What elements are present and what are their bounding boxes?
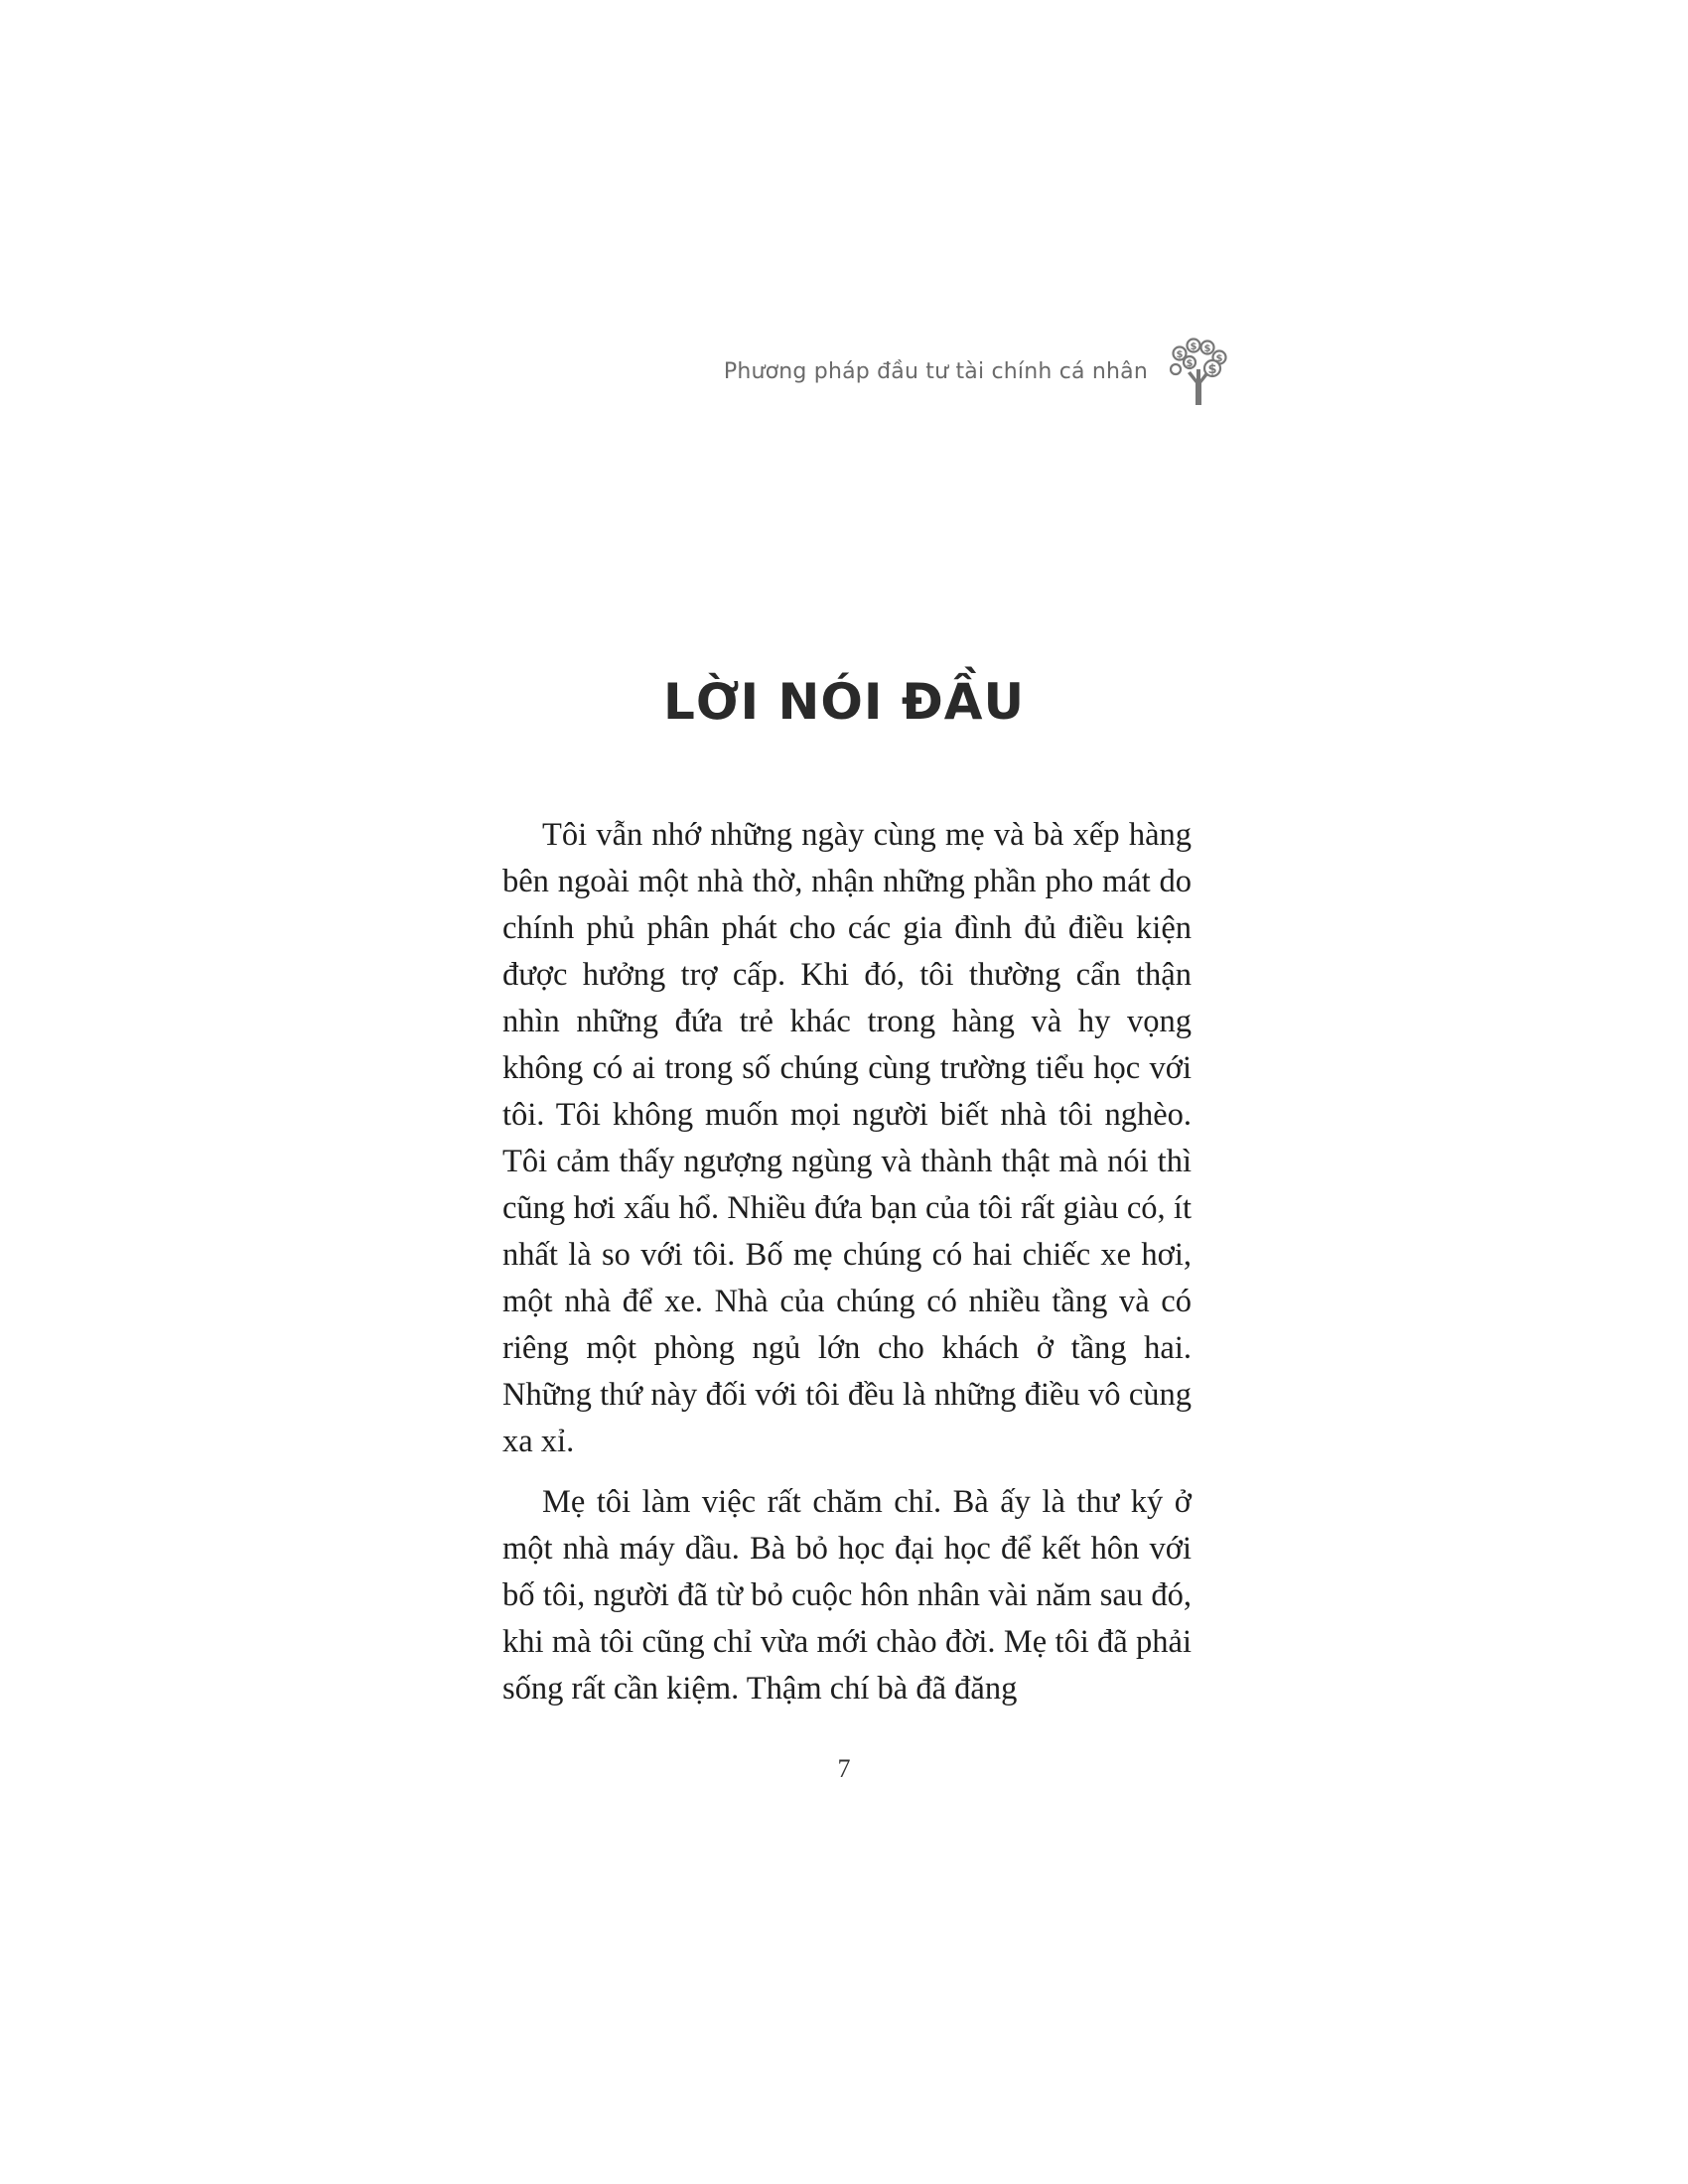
paragraph-2: Mẹ tôi làm việc rất chăm chỉ. Bà ấy là thư ký ở một nhà máy dầu. Bà bỏ học đại học để kết hôn với bố tôi, người đã từ bỏ cuộc hôn nhân vài năm sau đó, khi mà tôi cũng chỉ vừa mới chào đời. Mẹ tôi đã phải sống rất cần kiệm. Thậm chí bà đã đăng: [502, 1484, 1192, 1706]
body-text: [502, 812, 1192, 1726]
paragraph-1: Tôi vẫn nhớ những ngày cùng mẹ và bà xếp hàng bên ngoài một nhà thờ, nhận những phần pho mát do chính phủ phân phát cho các gia đình đủ điều kiện được hưởng trợ cấp. Khi đó, tôi thường cẩn thận nhìn những đứa trẻ khác trong hàng và hy vọng không có ai trong số chúng cùng trường tiểu học với tôi. Tôi không muốn mọi người biết nhà tôi nghèo. Tôi cảm thấy ngượng ngùng và thành thật mà nói thì cũng hơi xấu hổ. Nhiều đứa bạn của tôi rất giàu có, ít nhất là so với tôi. Bố mẹ chúng có hai chiếc xe hơi, một nhà để xe. Nhà của chúng có nhiều tầng và có riêng một phòng ngủ lớn cho khách ở tầng hai. Những thứ này đối với tôi đều là những điều vô cùng xa xỉ.: [502, 817, 1192, 1459]
svg-text:$: $: [1203, 343, 1211, 354]
svg-text:$: $: [1207, 362, 1217, 377]
svg-text:$: $: [1215, 353, 1223, 364]
chapter-title: LỜI NÓI ĐẦU: [662, 673, 1026, 731]
page-number: 7: [837, 1754, 851, 1783]
money-tree-icon: [1166, 336, 1231, 407]
running-header: [635, 336, 1231, 407]
svg-text:$: $: [1186, 358, 1194, 369]
running-header-title: Phương pháp đầu tư tài chính cá nhân: [723, 359, 1148, 384]
svg-text:$: $: [1190, 341, 1197, 352]
svg-text:$: $: [1176, 349, 1184, 360]
